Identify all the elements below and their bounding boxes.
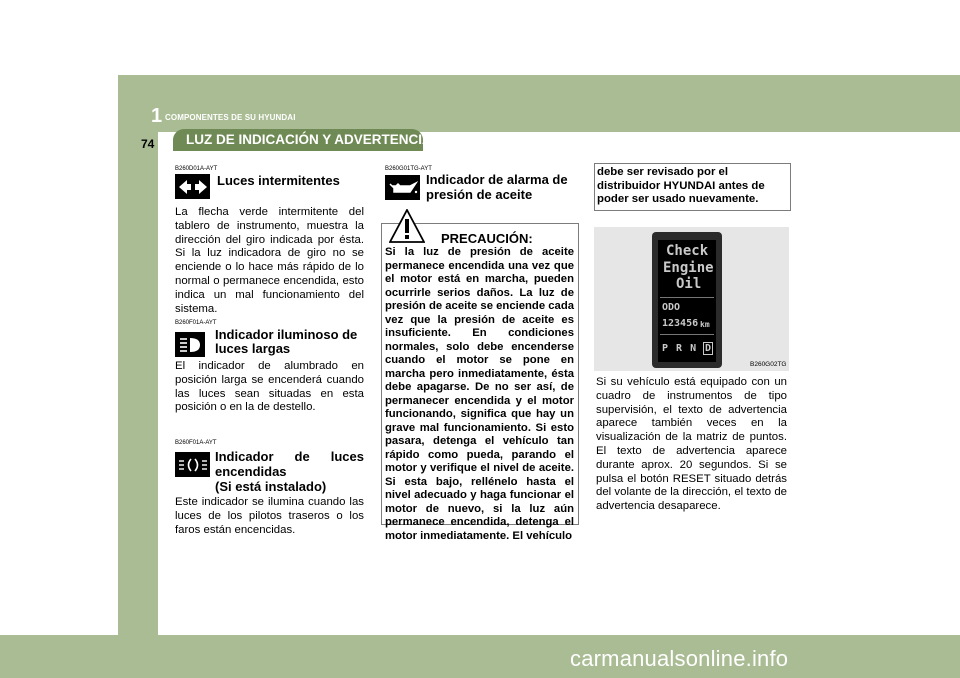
chapter-number: 1 [151, 105, 163, 127]
section-code: B260G01TG-AYT [385, 166, 432, 172]
parking-lights-heading-1: Indicador de luces [215, 449, 364, 464]
figure-code: B260G02TG [750, 361, 787, 368]
caution-title: PRECAUCIÓN: [441, 231, 533, 246]
display-divider [660, 297, 714, 298]
section-title: LUZ DE INDICACIÓN Y ADVERTENCIA [186, 132, 432, 147]
section-code: B260F01A-AYT [175, 440, 217, 446]
display-odometer: 123456 [662, 318, 699, 329]
footer-band [0, 635, 960, 678]
watermark: carmanualsonline.info [570, 646, 789, 671]
turn-signal-heading: Luces intermitentes [217, 173, 340, 188]
display-unit: km [700, 320, 710, 329]
parking-lights-icon [175, 452, 210, 477]
display-info-body: Si su vehículo está equipado con un cuadro de instrumentos de tipo supervisión, el texto de advertencia aparece también veces en la visualización de la matriz de puntos. El texto de advertencia aparece durante aprox. 20 segundos. Si se pulsa el botón RESET situado detrás del volante de la dirección, el texto de advertencia desaparece. [596, 376, 787, 513]
parking-lights-heading-2: encendidas [215, 464, 287, 479]
oil-can-icon [385, 175, 420, 200]
display-line-oil: Oil [676, 276, 702, 292]
high-beam-icon [175, 332, 205, 357]
section-code: B260F01A-AYT [175, 320, 217, 326]
oil-pressure-heading-2: presión de aceite [426, 187, 533, 202]
warning-triangle-icon [389, 209, 425, 243]
display-divider [660, 334, 714, 335]
chapter-title: COMPONENTES DE SU HYUNDAI [165, 113, 296, 122]
oil-pressure-heading-1: Indicador de alarma de [426, 172, 568, 187]
continuation-text: debe ser revisado por el distribuidor HYUNDAI antes de poder ser usado nuevamente. [597, 166, 765, 206]
turn-signal-body: La flecha verde intermitente del tablero de instrumento, muestra la dirección del giro indicada por ésta. Si la luz indicadora de giro no se enciende o lo hace más rápido de lo normal o permanece encendida, esto indica un mal funcionamiento del sistema. [175, 206, 364, 315]
parking-lights-body: Este indicador se ilumina cuando las luces de los pilotos traseros o los faros están encencidas. [175, 496, 364, 536]
parking-lights-heading-3: (Si está instalado) [215, 479, 327, 494]
display-line-check: Check [666, 243, 709, 259]
high-beam-heading-2: luces largas [215, 341, 291, 356]
high-beam-body: El indicador de alumbrado en posición larga se encenderá cuando las luces sean situadas en esta posición o en la de destello. [175, 360, 364, 414]
display-trip: ODO [662, 302, 681, 313]
page-number: 74 [141, 137, 155, 151]
turn-signal-arrows-icon [175, 174, 210, 199]
section-code: B260D01A-AYT [175, 166, 218, 172]
display-gears: P R N [662, 343, 698, 354]
high-beam-heading-1: Indicador iluminoso de [215, 327, 358, 342]
display-gear-active: D [705, 343, 712, 354]
caution-body: Si la luz de presión de aceite permanece encendida una vez que el motor está en marcha, pueden ocurrirle serios daños. La luz de presión de aceite se enciende cada vez que la presión de aceite es insuficiente. En condiciones normales, solo debe encenderse cuando el motor se pone en marcha pero inmediatamente, ésta debe apagarse. De no ser así, de permanecer encendida y el motor funcionando, significa que hay un grave mal funcionamiento. Si esto pasara, detenga el vehículo tan rápido como pueda, parando el motor y verifique el nivel de aceite. Si esta bajo, rellénelo hasta el nivel adecuado y haga funcionar el motor de nuevo, si la luz aún permanece encendida, detenga el motor inmediatamente. El vehículo [385, 246, 574, 542]
display-line-engine: Engine [663, 260, 714, 276]
